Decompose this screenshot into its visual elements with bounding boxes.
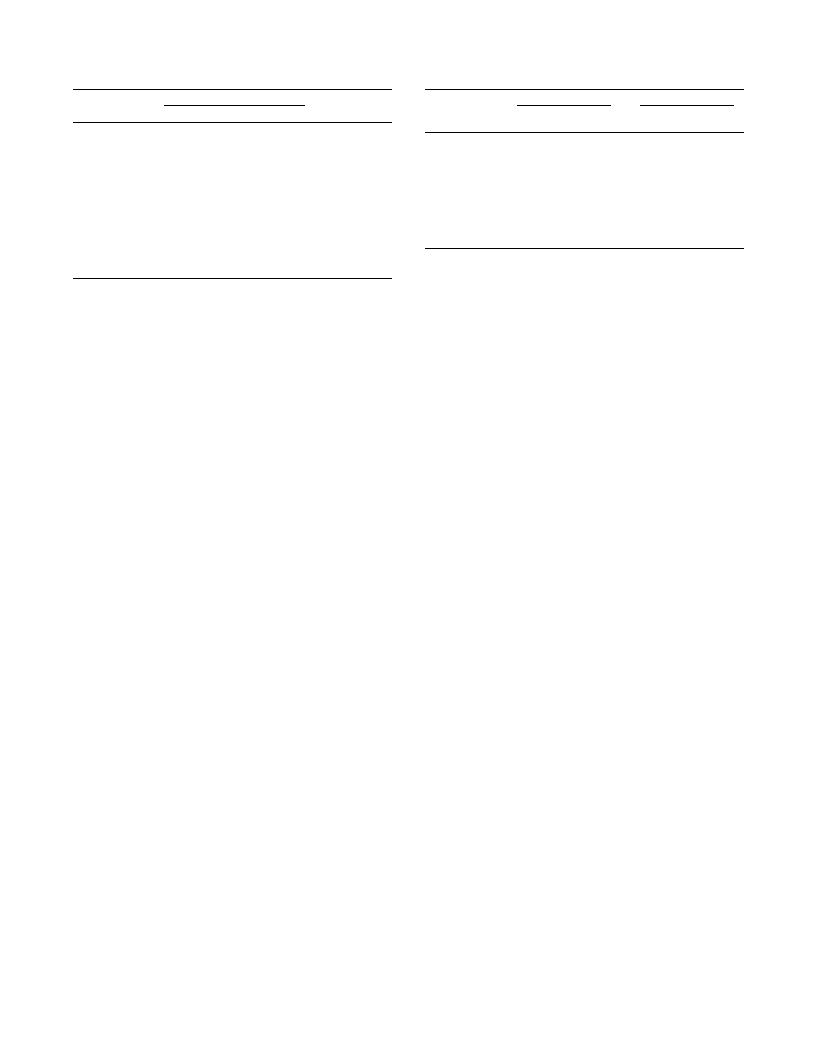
header-group-underline-2: [640, 105, 734, 106]
header-group-underline-1: [517, 105, 611, 106]
table-bottom-rule: [425, 248, 744, 249]
right-table: [425, 88, 744, 252]
header-group-underline: [164, 105, 305, 106]
header-bottom-rule: [73, 122, 392, 123]
table-top-rule: [425, 89, 744, 90]
table-bottom-rule: [73, 278, 392, 279]
table-top-rule: [73, 89, 392, 90]
header-bottom-rule: [425, 132, 744, 133]
left-table: [73, 88, 392, 282]
